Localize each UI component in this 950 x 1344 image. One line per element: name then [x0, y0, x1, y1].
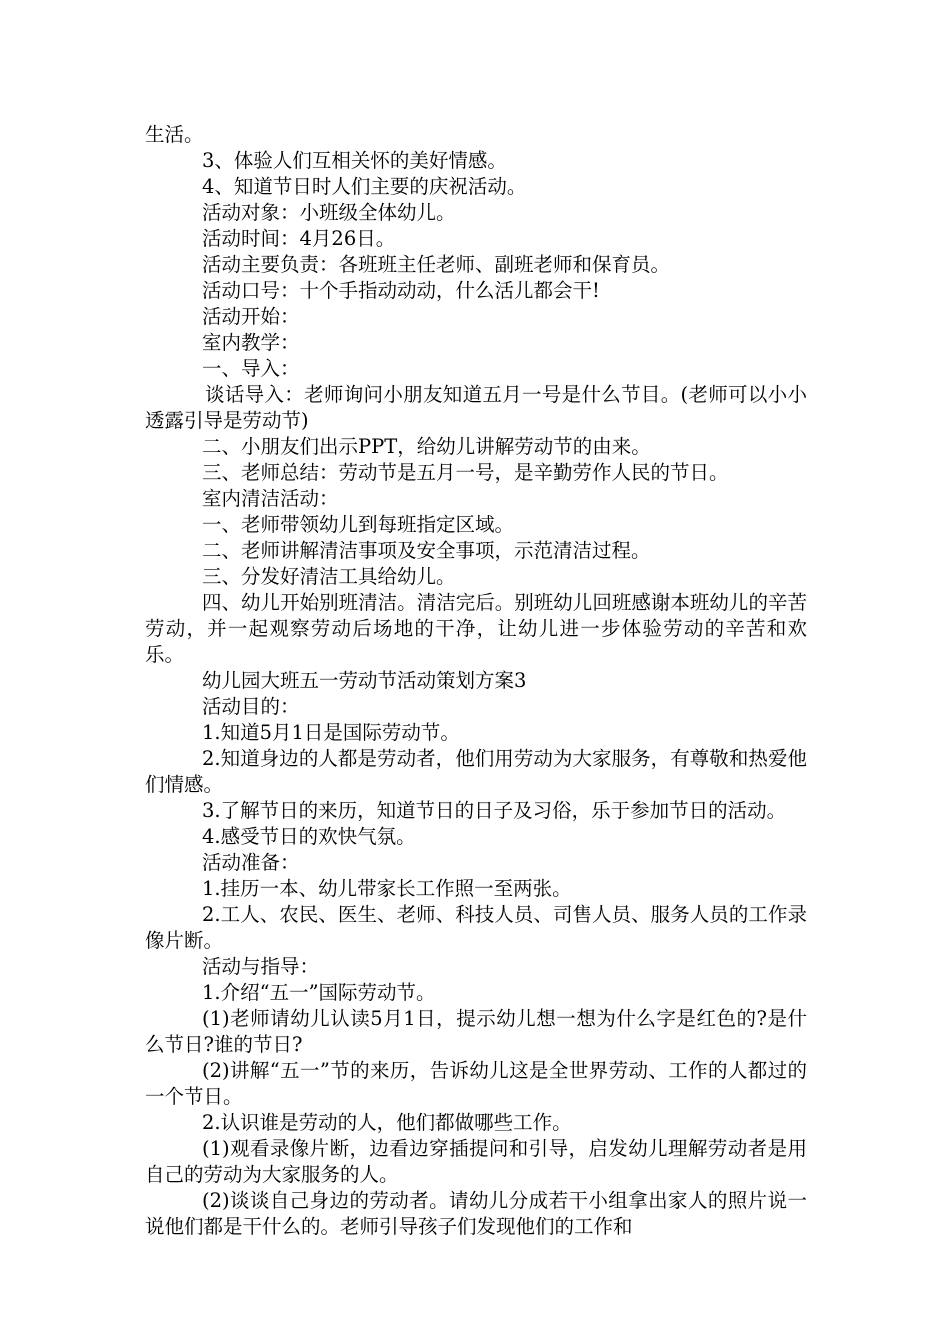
paragraph: 3.了解节日的来历，知道节日的日子及习俗，乐于参加节日的活动。: [202, 799, 787, 822]
paragraph: 4、知道节日时人们主要的庆祝活动。: [202, 175, 527, 198]
paragraph: 2.工人、农民、医生、老师、科技人员、司售人员、服务人员的工作录像片断。: [145, 903, 807, 952]
paragraph: 谈话导入：老师询问小朋友知道五月一号是什么节目。(老师可以小小透露引导是劳动节): [145, 383, 807, 432]
paragraph: 活动与指导：: [202, 955, 320, 978]
section-heading: 幼儿园大班五一劳动节活动策划方案3: [202, 669, 527, 692]
paragraph: 室内清洁活动：: [202, 487, 339, 510]
paragraph: 活动对象：小班级全体幼儿。: [202, 201, 456, 224]
paragraph: 2.认识谁是劳动的人，他们都做哪些工作。: [202, 1111, 572, 1134]
paragraph: 2.知道身边的人都是劳动者，他们用劳动为大家服务，有尊敬和热爱他们情感。: [145, 747, 807, 796]
paragraph: (2)谈谈自己身边的劳动者。请幼儿分成若干小组拿出家人的照片说一说他们都是干什么的。老师引导孩子们发现他们的工作和: [145, 1189, 807, 1238]
paragraph: 生活。: [145, 123, 204, 146]
paragraph: (1)观看录像片断，边看边穿插提问和引导，启发幼儿理解劳动者是用自己的劳动为大家服务的人。: [145, 1137, 807, 1186]
paragraph: 二、小朋友们出示PPT，给幼儿讲解劳动节的由来。: [202, 435, 651, 458]
paragraph: 活动目的：: [202, 695, 300, 718]
paragraph: 二、老师讲解清洁事项及安全事项，示范清洁过程。: [202, 539, 651, 562]
paragraph: 一、老师带领幼儿到每班指定区域。: [202, 513, 515, 536]
paragraph: 活动口号：十个手指动动动，什么活儿都会干!: [202, 279, 600, 302]
paragraph: 1.知道5月1日是国际劳动节。: [202, 721, 460, 744]
document-body: [145, 122, 807, 1240]
paragraph: (2)讲解“五一”节的来历，告诉幼儿这是全世界劳动、工作的人都过的一个节日。: [145, 1059, 807, 1108]
paragraph: 三、老师总结：劳动节是五月一号，是辛勤劳作人民的节日。: [202, 461, 729, 484]
paragraph: 活动时间：4月26日。: [202, 227, 396, 250]
paragraph: 活动准备：: [202, 851, 300, 874]
paragraph: 一、导入：: [202, 357, 300, 380]
paragraph: (1)老师请幼儿认读5月1日，提示幼儿想一想为什么字是红色的?是什么节日?谁的节日?: [145, 1007, 807, 1056]
paragraph: 1.介绍“五一”国际劳动节。: [202, 981, 436, 1004]
paragraph: 1.挂历一本、幼儿带家长工作照一至两张。: [202, 877, 572, 900]
paragraph: 活动主要负责：各班班主任老师、副班老师和保育员。: [202, 253, 671, 276]
paragraph: 3、体验人们互相关怀的美好情感。: [202, 149, 507, 172]
paragraph: 三、分发好清洁工具给幼儿。: [202, 565, 456, 588]
paragraph: 4.感受节日的欢快气氛。: [202, 825, 416, 848]
paragraph: 活动开始：: [202, 305, 300, 328]
paragraph: 室内教学：: [202, 331, 300, 354]
paragraph: 四、幼儿开始别班清洁。清洁完后。别班幼儿回班感谢本班幼儿的辛苦劳动，并一起观察劳动后场地的干净，让幼儿进一步体验劳动的辛苦和欢乐。: [145, 591, 807, 666]
